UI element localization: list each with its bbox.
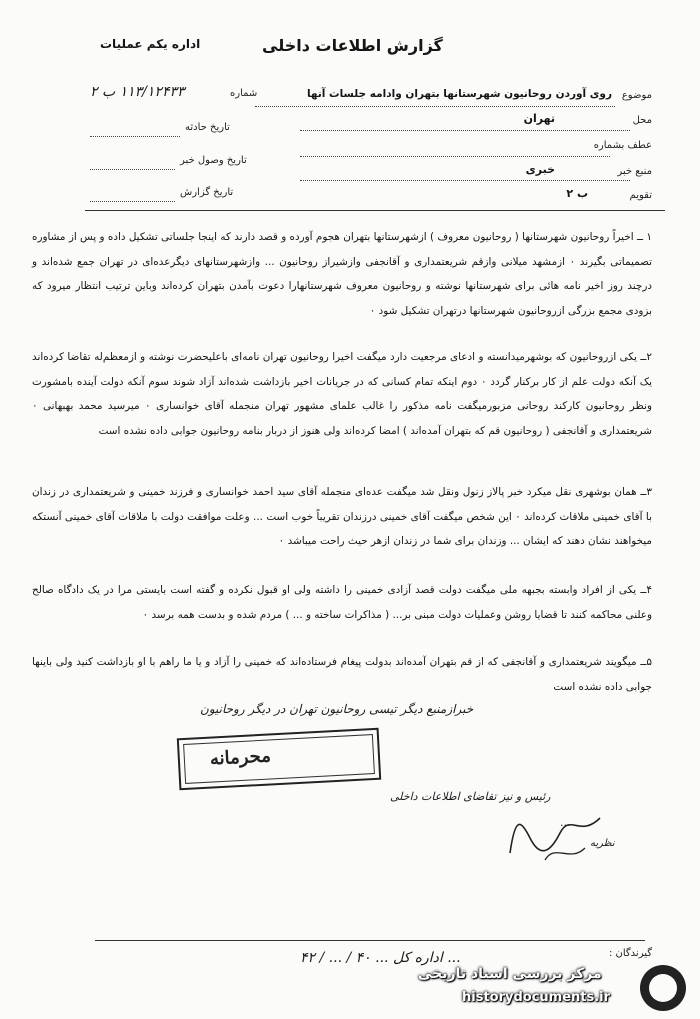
news-date-label: تاریخ وصول خبر [180,155,247,166]
location-value: تهران [523,112,555,125]
report-title: گزارش اطلاعات داخلی [262,36,443,55]
signature-line-1: رئیس و نیز تقاضای اطلاعات داخلی [390,790,551,803]
location-label: محل [632,115,652,126]
department-label: اداره یکم عملیات [100,37,201,51]
paragraph-2: ۲ــ یکی ازروحانیون که بوشهرمیدانسته و ادعای مرجعیت دارد میگفت اخیرا روحانیون تهران نامه‌ای باعلیحضرت نوشته و ازمعظم‌له تقاضا کرده‌اند یک آنکه دولت علم از کار برکنار گردد ۰ دوم اینکه تمام کسانی که در جریانات اخیر بازداشت شده‌اند آزاد شوند سوم آنکه دولت آینده بامشورت ونظر روحانیون کارکند روحانی مزبورمیگفت نامه مذکور را غالب علمای مشهور تهران منجمله آقای خوانساری ۰ میرسید محمد بهبهانی ۰ شریعتمداری و آقانجفی ( روحانیون قم که بتهران آمده‌اند ) امضا کرده‌اند ولی هنوز از دربار بنامه روحانیون جوابی داده نشده است [32,351,652,437]
header-separator [85,210,665,211]
subject-value: روی آوردن روحانیون شهرستانها بتهران وادامه جلسات آنها [306,88,612,100]
number-label: شماره [230,88,258,99]
stamp-text: محرمانه [209,745,272,770]
paragraph-3: ۳ــ همان بوشهری نقل میکرد خبر پالاز زنول ونقل شد میگفت عده‌ای منجمله آقای سید احمد خوانساری و فرزند خمینی و شریعتمداری در زندان با آقای خمینی ملاقات کرده‌اند ۰ این شخص میگفت آقای خمینی درزندان تقریباً خوب است ... وعلت موافقت دولت با ملاقات آقای خمینی آنستکه میخواهند نشان دهند که ایشان ... وزندان برای شما در زندان ازهر حیث راحت میباشد ۰ [32,486,652,547]
handwritten-note: خبرازمنبع دیگر تیسی روحانیون تهران در دیگر روحانیون [200,702,474,716]
evaluation-value: ب ۲ [566,187,588,200]
watermark-logo-inner [649,974,677,1002]
event-date-label: تاریخ حادثه [185,122,230,133]
number-value: ۱۱۳/۱۲۴۳۳ ب ۲ [90,84,185,100]
subject-label: موضوع [621,90,652,101]
source-underline [300,180,630,181]
paragraph-1: ۱ ــ اخیراً روحانیون شهرستانها ( روحانیون معروف ) ازشهرستانها بتهران هجوم آورده و قصد دارند که اینجا جلساتی تشکیل داده و پس از مشاوره تصمیماتی بگیرند ۰ ازمشهد میلانی وازقم شریعتمداری و آقانجفی وازشیراز روحانیون ... وازشهرستانهای دیگرعده‌ای در تهران جمع شده‌اند و درچند روز اخیر نامه هائی برای شهرستانها نوشته و روحانیون معروف شهرستانهارا دعوت بآمدن بتهران کرده‌اند وباین ترتیب انتظار میرود که بزودی مجمع بزرگی ازروحانیون شهرستانها درتهران تشکیل شود ۰ [32,231,652,317]
location-underline [300,130,630,131]
watermark-logo [640,965,686,1011]
evaluation-label: تقویم [629,190,652,201]
report-date-underline [90,201,175,202]
paragraph-5: ۵ــ میگویند شریعتمداری و آقانجفی که از قم بتهران آمده‌اند بدولت پیغام فرستاده‌اند که خمینی را آزاد و یا ما راهم با او بازداشت کنید ولی باینها جوابی داده نشده است [32,656,652,693]
signature-line-3: ... [560,816,571,829]
signature-scribble [500,808,610,868]
recipients-label: گیرندگان : [608,948,652,959]
source-value: خبری [525,163,555,176]
confidential-stamp [177,728,381,791]
news-date-underline [90,169,175,170]
ref-label: عطف بشماره [593,140,652,151]
watermark-url[interactable]: historydocuments.ir [462,990,611,1005]
event-date-underline [90,136,180,137]
subject-underline [255,106,615,107]
signature-line-2: نظریه [590,838,615,849]
watermark-text: مرکز بررسی اسناد تاریخی [418,966,602,982]
paragraph-4: ۴ــ یکی از افراد وابسته بجبهه ملی میگفت دولت قصد آزادی خمینی را داشته ولی او قبول نکرده و گفته است بایستی مرا در یک دادگاه صالح وعلنی محاکمه کنند تا قضایا روشن وعملیات دولت مبنی بر... ( مذاکرات ساخته و ... ) مردم شده و بدست همه برسد ۰ [32,584,652,621]
report-date-label: تاریخ گزارش [180,187,234,198]
ref-underline [300,156,610,157]
recipients-value: ... اداره کل ... ۴۰ / ... / ۴۲ [300,950,461,966]
source-label: منبع خبر [617,166,652,177]
footer-separator [95,940,645,941]
